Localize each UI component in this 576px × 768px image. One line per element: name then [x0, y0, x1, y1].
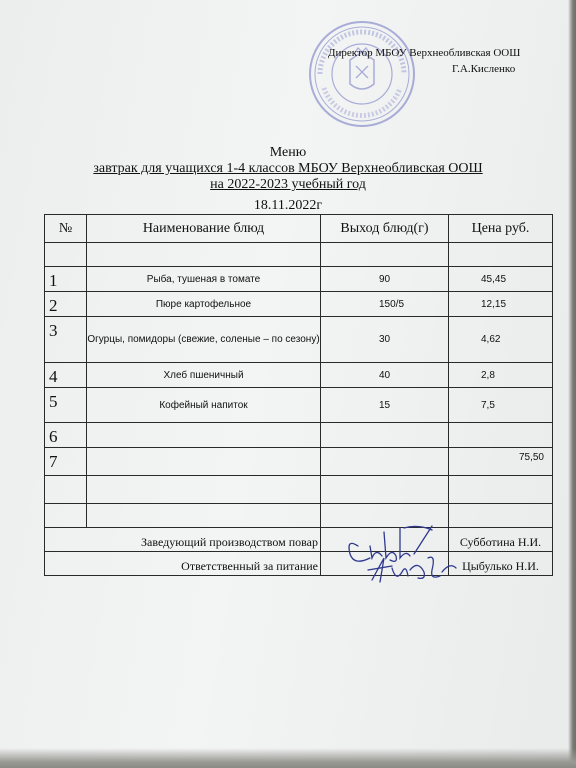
table-row [45, 317, 553, 363]
header-dish: Наименование блюд [87, 215, 321, 243]
row-price: 7,5 [449, 388, 553, 423]
row-price: 4,62 [449, 317, 553, 363]
row-number: 2 [45, 292, 87, 317]
header-number: № [45, 215, 87, 243]
row-number: 1 [45, 267, 87, 292]
menu-title: Меню [269, 145, 307, 160]
table-row [45, 292, 553, 317]
row-dish: Пюре картофельное [87, 292, 321, 317]
total-price: 75,50 [449, 448, 553, 476]
header-price: Цена руб. [449, 215, 553, 243]
row-price: 2,8 [449, 363, 553, 388]
row-output: 150/5 [321, 292, 449, 317]
menu-school-year: на 2022-2023 учебный год [210, 177, 366, 192]
row-dish: Хлеб пшеничный [87, 363, 321, 388]
row-output: 15 [321, 388, 449, 423]
table-row [45, 504, 553, 528]
table-surface [0, 748, 576, 768]
signature-role: Ответственный за питание [45, 552, 321, 576]
row-dish: Кофейный напиток [87, 388, 321, 423]
row-dish: Огурцы, помидоры (свежие, соленые – по сезону) [87, 317, 321, 363]
signature-role: Заведующий производством повар [45, 528, 321, 552]
signature-row [45, 528, 553, 552]
row-output: 90 [321, 267, 449, 292]
table-row [45, 243, 553, 267]
row-price: 12,15 [449, 292, 553, 317]
row-dish: Рыба, тушеная в томате [87, 267, 321, 292]
table-row [45, 423, 553, 448]
director-name: Г.А.Кисленко [452, 63, 516, 75]
menu-table [44, 214, 553, 576]
table-row [45, 388, 553, 423]
page-edge-shadow [568, 0, 576, 768]
signature-row [45, 552, 553, 576]
table-row-total [45, 448, 553, 476]
official-stamp-icon [306, 18, 418, 130]
signature-person: Субботина Н.И. [449, 528, 553, 552]
row-number: 5 [45, 388, 87, 423]
director-line: Директор МБОУ Верхнеобливская ООШ [328, 47, 521, 59]
row-number: 7 [45, 448, 87, 476]
table-row [45, 363, 553, 388]
table-header-row [45, 215, 553, 243]
table-row [45, 476, 553, 504]
menu-subtitle: завтрак для учащихся 1-4 классов МБОУ Верхнеобливская ООШ [93, 161, 483, 176]
handwritten-signature-icon [366, 550, 462, 590]
menu-date: 18.11.2022г [253, 198, 323, 213]
row-output: 40 [321, 363, 449, 388]
row-number: 6 [45, 423, 87, 448]
row-number: 4 [45, 363, 87, 388]
row-price: 45,45 [449, 267, 553, 292]
row-number: 3 [45, 317, 87, 363]
table-row [45, 267, 553, 292]
row-output: 30 [321, 317, 449, 363]
header-output: Выход блюд(г) [321, 215, 449, 243]
signature-person: Цыбулько Н.И. [449, 552, 553, 576]
